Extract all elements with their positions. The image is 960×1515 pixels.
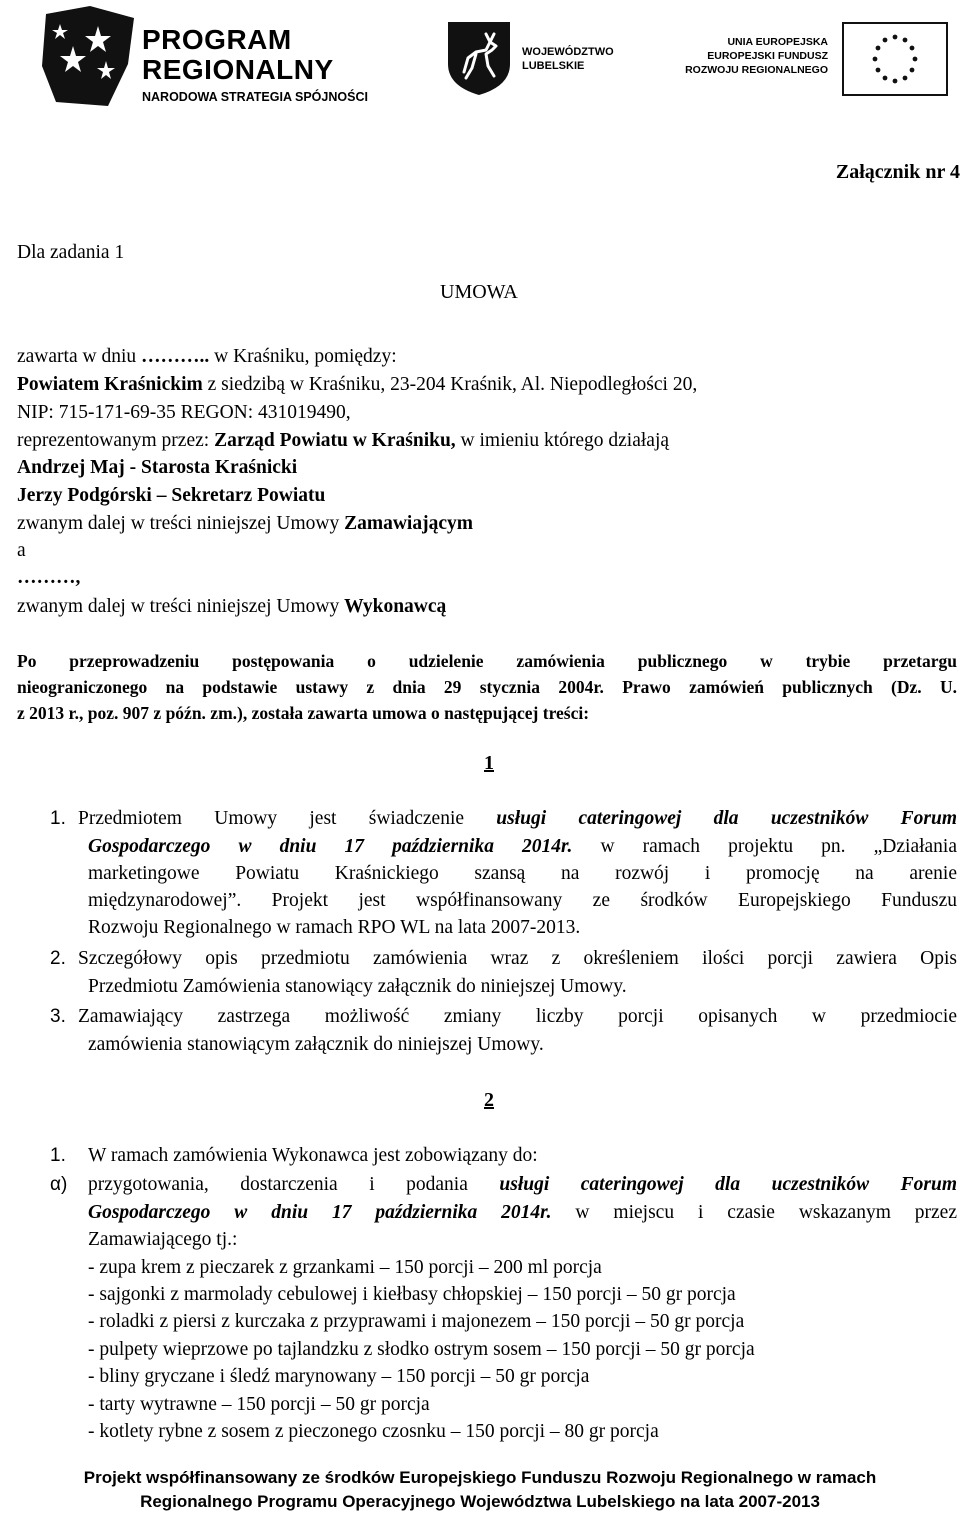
item-1-line-3: marketingowe Powiatu Kraśnickiego szansą na rozwój i promocję na arenie xyxy=(88,863,957,884)
item-1-line-4: międzynarodowej”. Projekt jest współfinansowany ze środków Europejskiego Funduszu xyxy=(88,890,957,911)
deer-crest-icon xyxy=(446,20,512,96)
menu-item: - roladki z piersi z kurczaka z przyprawami i majonezem – 150 porcji – 50 gr porcja xyxy=(88,1311,745,1332)
s2-item-a-marker: α) xyxy=(50,1174,68,1195)
menu-item: - bliny gryczane i śledź marynowany – 150 porcji – 50 gr porcja xyxy=(88,1366,590,1387)
county-line: Powiatem Kraśnickim z siedzibą w Kraśniku, 23-204 Kraśnik, Al. Niepodległości 20, xyxy=(17,374,698,395)
representative-2: Jerzy Podgórski – Sekretarz Powiatu xyxy=(17,485,326,506)
eu-flag-icon xyxy=(842,22,948,96)
logo-program-regionalny xyxy=(38,6,398,106)
intro-line-1: Po przeprowadzeniu postępowania o udzielenie zamówienia publicznego w trybie przetargu xyxy=(17,651,957,671)
s2-item-1-number: 1. xyxy=(50,1145,66,1166)
intro-line-3: z 2013 r., poz. 907 z późn. zm.), została zawarta umowa o następującej treści: xyxy=(17,703,590,723)
logo-unia-europejska xyxy=(676,22,948,98)
logo-wojewodztwo-lubelskie xyxy=(446,20,626,100)
program-logo-line3: NARODOWA STRATEGIA SPÓJNOŚCI xyxy=(142,90,368,104)
eu-line3: ROZWOJU REGIONALNEGO xyxy=(685,64,828,76)
item-2-number: 2. xyxy=(50,948,66,969)
item-2-line-1: Szczegółowy opis przedmiotu zamówienia wraz z określeniem ilości porcji zawiera Opis xyxy=(78,948,957,969)
eu-line2: EUROPEJSKI FUNDUSZ xyxy=(707,50,828,62)
task-label: Dla zadania 1 xyxy=(17,242,125,263)
footer-line-1: Projekt współfinansowany ze środków Europejskiego Funduszu Rozwoju Regionalnego w ramach xyxy=(83,1468,877,1487)
contractor-line: zwanym dalej w treści niniejszej Umowy Wykonawcą xyxy=(17,596,447,617)
item-1-number: 1. xyxy=(50,808,66,829)
nip-regon-line: NIP: 715-171-69-35 REGON: 431019490, xyxy=(17,402,351,423)
voivodeship-line2: LUBELSKIE xyxy=(522,60,585,72)
item-1-line-5: Rozwoju Regionalnego w ramach RPO WL na lata 2007-2013. xyxy=(88,917,581,938)
item-1-line-2: Gospodarczego w dniu 17 października 2014r. w ramach projektu pn. „Działania xyxy=(88,836,957,857)
stars-emblem-icon xyxy=(38,6,138,106)
item-1-line-1: Przedmiotem Umowy jest świadczenie usługi cateringowej dla uczestników Forum xyxy=(78,808,957,829)
menu-item: - tarty wytrawne – 150 porcji – 50 gr porcja xyxy=(88,1394,430,1415)
contract-date-line: zawarta w dniu ……….. w Kraśniku, pomiędzy: xyxy=(17,346,397,367)
s2-item-1-text: W ramach zamówienia Wykonawca jest zobowiązany do: xyxy=(88,1145,538,1166)
section-2-heading: 2 xyxy=(484,1089,494,1111)
program-logo-line1: PROGRAM xyxy=(142,24,292,55)
orderer-line: zwanym dalej w treści niniejszej Umowy Zamawiającym xyxy=(17,513,473,534)
section-1-heading: 1 xyxy=(484,752,494,774)
represented-by-line: reprezentowanym przez: Zarząd Powiatu w Kraśniku, w imieniu którego działają xyxy=(17,430,670,451)
document-title: UMOWA xyxy=(440,281,518,303)
representative-1: Andrzej Maj - Starosta Kraśnicki xyxy=(17,457,298,478)
footer-line-2: Regionalnego Programu Operacyjnego Województwa Lubelskiego na lata 2007-2013 xyxy=(140,1492,820,1511)
menu-item: - zupa krem z pieczarek z grzankami – 150 porcji – 200 ml porcja xyxy=(88,1257,602,1278)
attachment-label: Załącznik nr 4 xyxy=(835,161,960,183)
s2-item-a-line-1: przygotowania, dostarczenia i podania usługi cateringowej dla uczestników Forum xyxy=(88,1174,957,1195)
item-3-line-2: zamówienia stanowiącym załącznik do niniejszej Umowy. xyxy=(88,1034,544,1055)
menu-item: - kotlety rybne z sosem z pieczonego czosnku – 150 porcji – 80 gr porcja xyxy=(88,1421,659,1442)
eu-line1: UNIA EUROPEJSKA xyxy=(727,36,828,48)
item-2-line-2: Przedmiotu Zamówienia stanowiący załącznik do niniejszej Umowy. xyxy=(88,976,627,997)
s2-item-a-line-3: Zamawiającego tj.: xyxy=(88,1229,238,1250)
program-logo-line2: REGIONALNY xyxy=(142,54,334,85)
voivodeship-line1: WOJEWÓDZTWO xyxy=(522,46,614,58)
s2-item-a-line-2: Gospodarczego w dniu 17 października 2014r. w miejscu i czasie wskazanym przez xyxy=(88,1202,957,1223)
contractor-placeholder: ………, xyxy=(17,567,81,588)
intro-line-2: nieograniczonego na podstawie ustawy z dnia 29 stycznia 2004r. Prawo zamówień publicznych (Dz. U. xyxy=(17,677,957,697)
menu-item: - pulpety wieprzowe po tajlandzku z słodko ostrym sosem – 150 porcji – 50 gr porcja xyxy=(88,1339,755,1360)
menu-item: - sajgonki z marmolady cebulowej i kiełbasy chłopskiej – 150 porcji – 50 gr porcja xyxy=(88,1284,736,1305)
item-3-line-1: Zamawiający zastrzega możliwość zmiany liczby porcji opisanych w przedmiocie xyxy=(78,1006,957,1027)
item-3-number: 3. xyxy=(50,1006,66,1027)
and-line: a xyxy=(17,540,26,561)
